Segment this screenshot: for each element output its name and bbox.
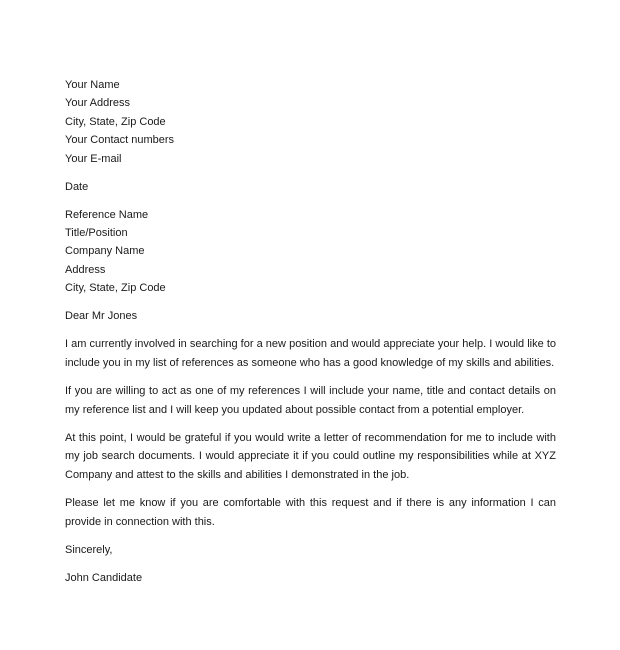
spacer bbox=[65, 196, 556, 206]
spacer bbox=[65, 326, 556, 336]
reference-request-letter bbox=[65, 76, 556, 587]
closing: Sincerely, bbox=[65, 543, 113, 556]
sender-city-state-zip: City, State, Zip Code bbox=[65, 115, 166, 128]
salutation: Dear Mr Jones bbox=[65, 310, 138, 323]
signature-name: John Candidate bbox=[65, 571, 143, 584]
recipient-block bbox=[65, 206, 556, 298]
sender-address: Your Address bbox=[65, 97, 131, 110]
letter-date: Date bbox=[65, 180, 89, 193]
spacer bbox=[65, 372, 556, 382]
recipient-address: Address bbox=[65, 263, 106, 276]
spacer bbox=[65, 419, 556, 429]
body-paragraph: If you are willing to act as one of my references I will include your name, title and contact details on my reference list and I will keep you updated about possible contact from a potential employer. bbox=[65, 385, 556, 416]
spacer bbox=[65, 559, 556, 569]
spacer bbox=[65, 298, 556, 308]
recipient-name: Reference Name bbox=[65, 208, 149, 221]
sender-name: Your Name bbox=[65, 79, 120, 91]
sender-contact-numbers: Your Contact numbers bbox=[65, 134, 175, 147]
body-paragraph: At this point, I would be grateful if you would write a letter of recommendation for me to include with my job search documents. I would appreciate it if you could outline my responsibilities while at XYZ Company and attest to the skills and abilities I demonstrated in the job. bbox=[65, 431, 556, 481]
sender-email: Your E-mail bbox=[65, 152, 122, 165]
recipient-city-state-zip: City, State, Zip Code bbox=[65, 282, 166, 295]
spacer bbox=[65, 485, 556, 495]
spacer bbox=[65, 531, 556, 541]
body-paragraph: I am currently involved in searching for a new position and would appreciate your help. I would like to include you in my list of references as someone who has a good knowledge of my skills and abilities. bbox=[65, 338, 556, 369]
body-paragraph: Please let me know if you are comfortable with this request and if there is any information I can provide in connection with this. bbox=[65, 497, 556, 528]
spacer bbox=[65, 168, 556, 178]
recipient-title: Title/Position bbox=[65, 227, 128, 240]
sender-block bbox=[65, 76, 556, 168]
recipient-company: Company Name bbox=[65, 245, 145, 258]
